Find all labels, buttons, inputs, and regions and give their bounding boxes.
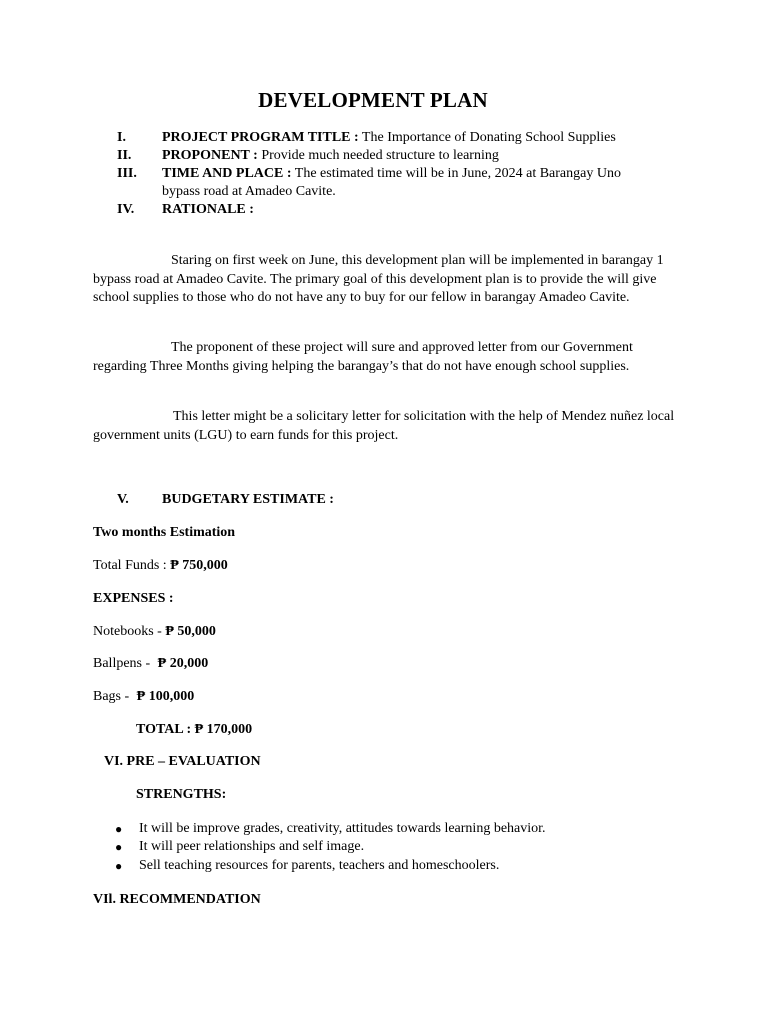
expense-item — [93, 656, 208, 672]
section-text-continued: bypass road at Amadeo Cavite. — [162, 184, 336, 199]
section-number: V. — [117, 492, 129, 507]
section-rationale-label: RATIONALE : — [162, 202, 254, 217]
section-text: The estimated time will be in June, 2024 at Barangay Uno — [294, 166, 621, 181]
section-project-title — [162, 130, 616, 146]
expense-value: ₱ 20,000 — [157, 656, 209, 671]
expenses-label: EXPENSES : — [93, 591, 174, 606]
expense-label: Notebooks - — [93, 624, 162, 639]
bullet-icon: ● — [115, 859, 123, 873]
pre-evaluation-heading: VI. PRE – EVALUATION — [104, 754, 261, 769]
rationale-paragraph: The proponent of these project will sure and approved letter from our Government regarding Three Months giving helping the barangay’s that do not have enough school supplies. — [93, 340, 633, 374]
bullet-icon: ● — [115, 822, 123, 836]
expenses-total: TOTAL : ₱ 170,000 — [136, 722, 253, 737]
budget-heading: BUDGETARY ESTIMATE : — [162, 492, 334, 507]
recommendation-heading: VIl. RECOMMENDATION — [93, 892, 261, 907]
document-title: DEVELOPMENT PLAN — [258, 88, 488, 112]
total-funds-label: Total Funds : — [93, 558, 167, 573]
strength-item: Sell teaching resources for parents, teachers and homeschoolers. — [139, 858, 500, 873]
rationale-paragraph: Staring on first week on June, this development plan will be implemented in barangay 1 bypass road at Amadeo Cavite. The primary goal of this development plan is to provide the will give school supplies to those who do not have any to buy for our fellow in barangay Amadeo Cavite. — [93, 253, 664, 305]
expense-item — [93, 689, 194, 705]
section-number: IV. — [117, 202, 135, 217]
budget-estimation-label: Two months Estimation — [93, 525, 236, 540]
section-number: II. — [117, 148, 132, 163]
expense-value: ₱ 50,000 — [165, 624, 216, 639]
bullet-icon: ● — [115, 840, 123, 854]
section-number: I. — [117, 130, 126, 145]
strength-item: It will be improve grades, creativity, attitudes towards learning behavior. — [139, 821, 546, 836]
section-time-place — [162, 166, 621, 182]
section-label: PROJECT PROGRAM TITLE : — [162, 130, 359, 145]
strength-item: It will peer relationships and self image. — [139, 839, 365, 854]
total-funds — [93, 558, 228, 574]
strengths-label: STRENGTHS: — [136, 787, 227, 802]
expense-item — [93, 624, 216, 640]
expense-label: Bags - — [93, 689, 130, 704]
section-label: TIME AND PLACE : — [162, 166, 292, 181]
total-funds-value: ₱ 750,000 — [170, 558, 228, 573]
expense-label: Ballpens - — [93, 656, 151, 671]
section-text: The Importance of Donating School Supplies — [361, 130, 616, 145]
section-label: PROPONENT : — [162, 148, 258, 163]
rationale-paragraph: This letter might be a solicitary letter for solicitation with the help of Mendez nuñez local government units (LGU) to earn funds for this project. — [93, 409, 675, 443]
section-number: III. — [117, 166, 137, 181]
section-proponent — [162, 148, 499, 164]
expense-value: ₱ 100,000 — [136, 689, 195, 704]
section-text: Provide much needed structure to learning — [261, 148, 499, 163]
